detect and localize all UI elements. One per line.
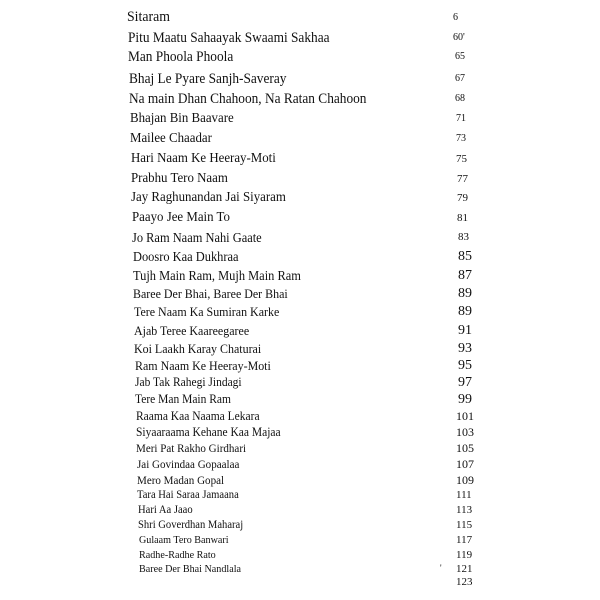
toc-entry-title: Koi Laakh Karay Chaturai [134, 341, 262, 356]
toc-entry-page-number: 71 [456, 113, 466, 124]
toc-entry-page-number: 123 [456, 576, 473, 588]
toc-entry-page-number: 93 [458, 341, 472, 356]
toc-entry-title: Siyaaraama Kehane Kaa Majaa [136, 425, 281, 439]
toc-entry-page-number: 103 [456, 425, 474, 440]
toc-entry-page-number: 109 [456, 473, 474, 487]
toc-entry [0, 72, 600, 93]
toc-entry [0, 50, 600, 71]
toc-entry-title: Gulaam Tero Banwari [139, 534, 229, 546]
toc-entry-title: Shri Goverdhan Maharaj [138, 519, 244, 531]
toc-entry-page-number: 91 [458, 323, 472, 338]
toc-entry-page-number: 111 [456, 489, 472, 502]
toc-entry-page-number: 107 [456, 457, 474, 471]
toc-entry-title: Bhajan Bin Baavare [130, 111, 234, 126]
toc-entry [0, 577, 600, 594]
toc-entry [0, 191, 600, 211]
toc-entry-page-number: 113 [456, 504, 473, 517]
toc-entry-page-number: 81 [457, 211, 468, 224]
toc-entry-title: Paayo Jee Main To [132, 210, 230, 225]
toc-entry [0, 287, 600, 306]
toc-entry-page-number: 101 [456, 409, 474, 424]
toc-entry [0, 269, 600, 289]
toc-entry-page-number: 89 [458, 304, 472, 319]
toc-entry-title: Pitu Maatu Sahaayak Swaami Sakhaa [128, 30, 330, 46]
toc-entry-title: Jab Tak Rahegi Jindagi [135, 375, 242, 389]
toc-entry [0, 305, 600, 324]
toc-entry-page-number: 67 [455, 73, 465, 85]
toc-entry [0, 172, 600, 192]
toc-entry-page-number: 75 [456, 152, 467, 165]
toc-entry-page-number: 99 [458, 392, 472, 407]
toc-entry [0, 92, 600, 113]
toc-entry-page-number: 79 [457, 191, 468, 204]
toc-entry-title: Jai Govindaa Gopaalaa [137, 457, 240, 471]
toc-entry-title: Ram Naam Ke Heeray-Moti [135, 358, 271, 373]
toc-entry-title: Na main Dhan Chahoon, Na Ratan Chahoon [129, 91, 367, 107]
toc-entry-page-number: 6 [453, 11, 458, 23]
toc-entry-title: Tere Naam Ka Sumiran Karke [134, 304, 280, 319]
toc-entry-page-number: 117 [456, 534, 473, 546]
toc-entry [0, 211, 600, 231]
toc-entry-page-number: 97 [458, 375, 472, 390]
toc-entry-title: Meri Pat Rakho Girdhari [136, 441, 247, 455]
toc-entry-title: Raama Kaa Naama Lekara [136, 409, 260, 423]
toc-entry [0, 376, 600, 395]
stray-mark: ' [440, 563, 442, 573]
toc-entry-page-number: 121 [456, 563, 473, 575]
toc-entry-title: Tara Hai Saraa Jamaana [137, 489, 239, 501]
toc-entry-title: Radhe-Radhe Rato [139, 549, 216, 561]
toc-entry-page-number: 105 [456, 441, 474, 455]
toc-entry-title: Doosro Kaa Dukhraa [133, 249, 239, 264]
toc-entry [0, 231, 600, 251]
toc-entry-page-number: 83 [458, 231, 469, 244]
toc-entry-page-number: 85 [458, 249, 472, 264]
toc-entry-title: Prabhu Tero Naam [131, 171, 228, 186]
toc-entry-page-number: 60' [453, 32, 465, 44]
toc-entry-title: Baree Der Bhai, Baree Der Bhai [133, 286, 288, 301]
toc-entry-title: Man Phoola Phoola [128, 49, 234, 65]
toc-entry-page-number: 115 [456, 519, 473, 532]
toc-entry-title: Jay Raghunandan Jai Siyaram [131, 190, 286, 205]
toc-entry [0, 112, 600, 132]
toc-entry [0, 324, 600, 343]
toc-entry-title: Bhaj Le Pyare Sanjh-Saveray [129, 71, 287, 87]
toc-entry-page-number: 89 [458, 286, 472, 301]
toc-entry [0, 31, 600, 52]
toc-entry [0, 10, 600, 31]
toc-entry-page-number: 73 [456, 133, 466, 144]
toc-entry-page-number: 68 [455, 93, 465, 105]
toc-entry-page-number: 119 [456, 549, 473, 561]
toc-entry-page-number: 77 [457, 172, 468, 185]
toc-entry [0, 152, 600, 172]
toc-entry [0, 393, 600, 412]
toc-entry-title: Hari Naam Ke Heeray-Moti [131, 151, 276, 166]
toc-entry [0, 132, 600, 152]
toc-entry-page-number: 95 [458, 358, 472, 373]
toc-entry-title: Jo Ram Naam Nahi Gaate [132, 230, 262, 245]
toc-entry-title: Tere Man Main Ram [135, 392, 231, 406]
toc-entry-page-number: 65 [455, 51, 465, 63]
toc-entry-title: Baree Der Bhai Nandlala [139, 563, 242, 575]
toc-entry [0, 250, 600, 270]
toc-entry-title: Mero Madan Gopal [137, 473, 225, 487]
toc-entry-title: Mailee Chaadar [130, 131, 212, 146]
toc-entry-title: Ajab Teree Kaareegaree [134, 323, 250, 338]
toc-entry-title: Hari Aa Jaao [138, 504, 193, 516]
toc-entry-title: Sitaram [127, 9, 170, 25]
toc-entry-title: Tujh Main Ram, Mujh Main Ram [133, 268, 301, 283]
toc-entry-page-number: 87 [458, 268, 472, 283]
